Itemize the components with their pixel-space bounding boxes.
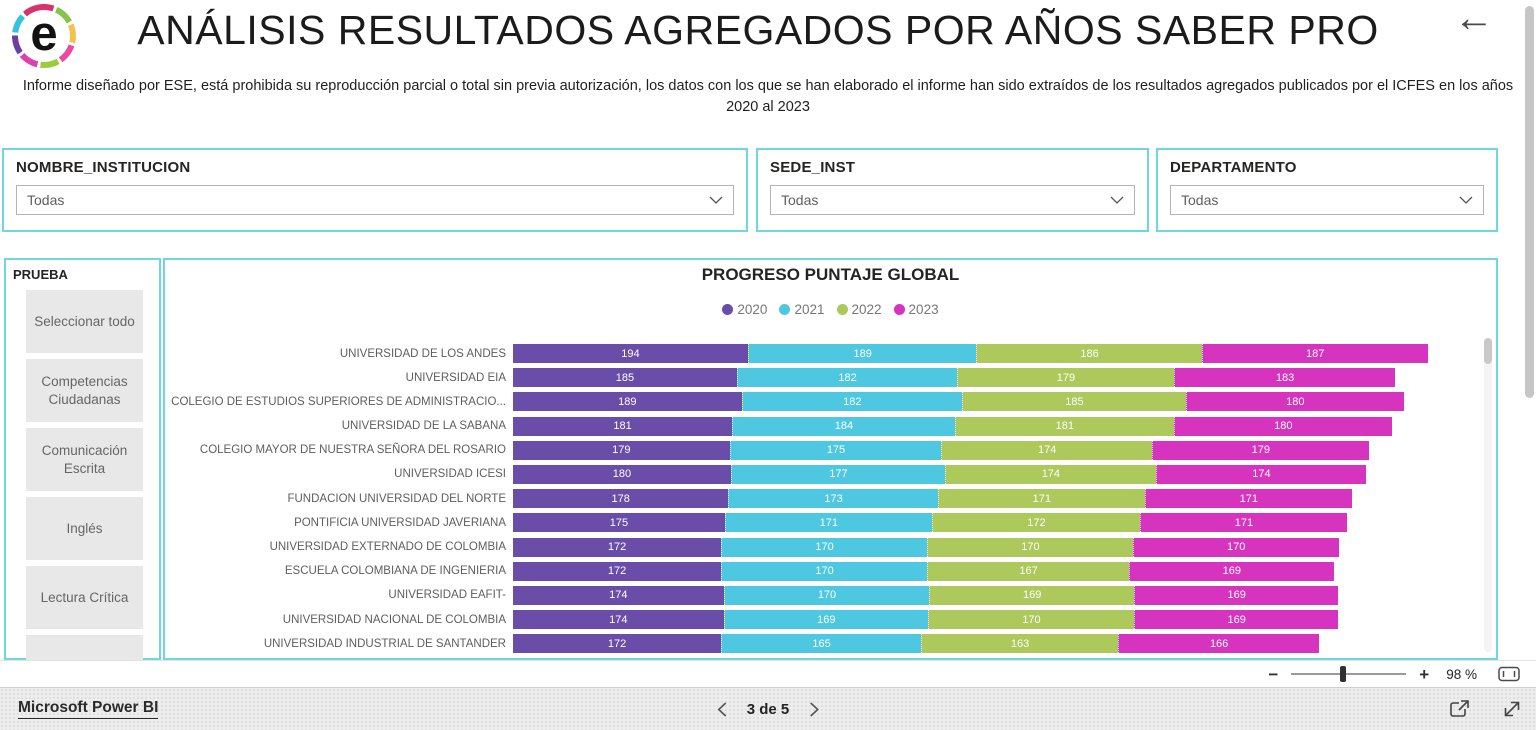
bar-segment-2023[interactable]: 169 (1134, 610, 1339, 629)
stacked-bar[interactable] (513, 610, 1338, 629)
bar-segment-2023[interactable]: 171 (1145, 489, 1352, 508)
fit-to-page-icon[interactable] (1498, 666, 1520, 682)
legend-label: 2022 (851, 302, 882, 317)
bar-segment-2022[interactable]: 169 (929, 586, 1134, 605)
bar-segment-2020[interactable]: 179 (513, 441, 730, 460)
stacked-bar[interactable] (513, 368, 1395, 387)
legend-dot-icon (722, 304, 733, 315)
chevron-down-icon (1110, 196, 1124, 204)
bar-segment-2020[interactable]: 172 (513, 562, 721, 581)
chart-row (165, 344, 1496, 363)
bar-segment-2021[interactable]: 182 (742, 392, 962, 411)
slicer-label: SEDE_INST (770, 159, 856, 176)
chart-row (165, 417, 1496, 436)
bar-segment-2022[interactable]: 185 (962, 392, 1186, 411)
stacked-bar[interactable] (513, 465, 1366, 484)
bar-segment-2022[interactable]: 174 (945, 465, 1156, 484)
chart-row (165, 538, 1496, 557)
category-label: UNIVERSIDAD DE LOS ANDES (339, 347, 506, 360)
zoom-slider-handle[interactable] (1340, 666, 1346, 682)
category-label: UNIVERSIDAD EAFIT- (388, 589, 506, 602)
powerbi-footer (0, 688, 1536, 730)
category-label: UNIVERSIDAD EIA (405, 371, 506, 384)
chart-row (165, 368, 1496, 387)
prueba-filter-button[interactable]: Seleccionar todo (26, 290, 143, 353)
bar-segment-2022[interactable]: 171 (938, 489, 1145, 508)
disclaimer-text: Informe diseñado por ESE, está prohibida su reproducción parcial o total sin previa autorización, los datos con los que se han elaborado el informe han sido extraídos de los resultados agregados publicados por el ICFES en los años 2020 al 2023 (22, 78, 1514, 115)
bar-segment-2022[interactable]: 186 (976, 344, 1201, 363)
bar-segment-2021[interactable]: 173 (728, 489, 937, 508)
bar-segment-2022[interactable]: 181 (955, 417, 1174, 436)
legend-dot-icon (894, 304, 905, 315)
slicer-label: NOMBRE_INSTITUCION (16, 159, 191, 176)
prueba-title: PRUEBA (13, 267, 68, 282)
zoom-slider[interactable] (1291, 673, 1406, 675)
legend-item-2022[interactable] (837, 302, 882, 317)
legend-label: 2020 (737, 302, 768, 317)
bar-segment-2022[interactable]: 172 (932, 513, 1140, 532)
chart-row (165, 392, 1496, 411)
prueba-filter-button[interactable]: Competencias Ciudadanas (26, 359, 143, 422)
bar-segment-2021[interactable]: 170 (721, 562, 927, 581)
legend-label: 2021 (794, 302, 825, 317)
bar-segment-2022[interactable]: 163 (921, 634, 1118, 653)
share-icon[interactable] (1449, 699, 1470, 719)
category-label: UNIVERSIDAD EXTERNADO DE COLOMBIA (269, 541, 506, 553)
chevron-down-icon (709, 196, 723, 204)
bar-segment-2020[interactable]: 181 (513, 417, 732, 436)
zoom-out-button[interactable]: − (1268, 664, 1279, 684)
fullscreen-expand-icon[interactable] (1502, 699, 1522, 719)
bar-segment-2022[interactable]: 170 (928, 610, 1134, 629)
stacked-bar[interactable] (513, 513, 1347, 532)
category-label: UNIVERSIDAD INDUSTRIAL DE SANTANDER (263, 637, 506, 650)
zoom-in-button[interactable]: + (1419, 664, 1430, 684)
zoom-control-bar (0, 660, 1536, 688)
chart-row (165, 634, 1496, 653)
bar-segment-2021[interactable]: 175 (730, 441, 942, 460)
legend-item-2023[interactable] (894, 302, 939, 317)
bar-segment-2023[interactable]: 180 (1174, 417, 1392, 436)
stacked-bar[interactable] (513, 344, 1428, 363)
dropdown-value: Todas (781, 192, 819, 208)
dropdown-value: Todas (1181, 192, 1219, 208)
category-label: PONTIFICIA UNIVERSIDAD JAVERIANA (294, 516, 506, 529)
page-title: ANÁLISIS RESULTADOS AGREGADOS POR AÑOS SABER PRO (137, 7, 1379, 53)
legend-item-2021[interactable] (779, 302, 824, 317)
logo-letter: e (18, 10, 70, 62)
bar-segment-2021[interactable]: 189 (748, 344, 977, 363)
chart-row (165, 610, 1496, 629)
chart-title: PROGRESO PUNTAJE GLOBAL (701, 265, 960, 284)
bar-segment-2020[interactable]: 174 (513, 586, 724, 605)
stacked-bar[interactable] (513, 538, 1339, 557)
stacked-bar[interactable] (513, 489, 1352, 508)
bar-segment-2022[interactable]: 179 (957, 368, 1174, 387)
bar-segment-2021[interactable]: 170 (721, 538, 927, 557)
chart-row (165, 441, 1496, 460)
legend-dot-icon (837, 304, 848, 315)
zoom-level-label: 98 % (1446, 666, 1477, 682)
page-indicator: 3 de 5 (746, 700, 790, 718)
category-label: FUNDACION UNIVERSIDAD DEL NORTE (287, 492, 506, 505)
nombre-institucion-dropdown[interactable] (16, 185, 734, 215)
bar-segment-2020[interactable]: 189 (513, 392, 742, 411)
chevron-right-icon (809, 702, 818, 717)
bar-segment-2023[interactable]: 170 (1133, 538, 1339, 557)
bar-segment-2023[interactable]: 187 (1202, 344, 1428, 363)
prueba-filter-button[interactable]: Lectura Crítica (26, 566, 143, 629)
stacked-bar[interactable] (513, 392, 1404, 411)
bar-segment-2023[interactable]: 169 (1129, 562, 1334, 581)
bar-segment-2022[interactable]: 170 (927, 538, 1133, 557)
bar-segment-2020[interactable]: 180 (513, 465, 731, 484)
chevron-down-icon (1459, 196, 1473, 204)
bar-segment-2021[interactable]: 169 (724, 610, 929, 629)
departamento-dropdown[interactable] (1170, 185, 1484, 215)
chart-row (165, 489, 1496, 508)
slicer-nombre-institucion (2, 148, 748, 232)
chart-legend (165, 302, 1496, 317)
bar-segment-2021[interactable]: 182 (737, 368, 957, 387)
legend-dot-icon (779, 304, 790, 315)
prueba-filter-button[interactable]: Inglés (26, 497, 143, 560)
previous-page-button[interactable] (718, 702, 727, 717)
next-page-button[interactable] (809, 702, 818, 717)
bar-segment-2023[interactable]: 169 (1134, 586, 1339, 605)
bar-segment-2020[interactable]: 172 (513, 634, 721, 653)
bar-segment-2020[interactable]: 194 (513, 344, 748, 363)
bar-segment-2021[interactable]: 170 (724, 586, 930, 605)
category-label: UNIVERSIDAD ICESI (394, 468, 506, 481)
ese-logo (12, 4, 76, 68)
prueba-filter-button[interactable]: Comunicación Escrita (26, 428, 143, 491)
category-label: COLEGIO DE ESTUDIOS SUPERIORES DE ADMINISTRACIO... (171, 395, 506, 408)
bar-segment-2023[interactable]: 171 (1140, 513, 1347, 532)
chart-row (165, 513, 1496, 532)
legend-item-2020[interactable] (722, 302, 767, 317)
chart-row (165, 586, 1496, 605)
chart-row (165, 562, 1496, 581)
footer-action-icons (1449, 699, 1522, 719)
bar-segment-2020[interactable]: 174 (513, 610, 724, 629)
stacked-bar[interactable] (513, 562, 1334, 581)
stacked-bar[interactable] (513, 586, 1338, 605)
bar-segment-2021[interactable]: 171 (725, 513, 932, 532)
stacked-bar[interactable] (513, 417, 1392, 436)
bar-segment-2022[interactable]: 167 (927, 562, 1129, 581)
bar-segment-2020[interactable]: 172 (513, 538, 721, 557)
progreso-puntaje-global-chart (163, 258, 1498, 660)
bar-segment-2022[interactable]: 174 (941, 441, 1152, 460)
slicer-departamento (1156, 148, 1498, 232)
chart-plot (165, 344, 1496, 658)
dropdown-value: Todas (27, 192, 65, 208)
stacked-bar[interactable] (513, 441, 1369, 460)
chevron-left-icon (718, 702, 727, 717)
page-scrollbar[interactable] (1525, 6, 1534, 398)
bar-segment-2020[interactable]: 178 (513, 489, 728, 508)
category-label: COLEGIO MAYOR DE NUESTRA SEÑORA DEL ROSARIO (199, 444, 506, 457)
bar-segment-2023[interactable]: 179 (1152, 441, 1369, 460)
sede-inst-dropdown[interactable] (770, 185, 1135, 215)
page-navigation (718, 701, 819, 718)
chart-scrollbar[interactable] (1484, 338, 1492, 652)
slicer-label: DEPARTAMENTO (1170, 159, 1297, 176)
category-label: UNIVERSIDAD NACIONAL DE COLOMBIA (282, 613, 506, 626)
bar-segment-2023[interactable]: 166 (1118, 634, 1319, 653)
bar-segment-2020[interactable]: 185 (513, 368, 737, 387)
slicer-sede-inst (756, 148, 1149, 232)
bar-segment-2021[interactable]: 184 (732, 417, 955, 436)
category-label: ESCUELA COLOMBIANA DE INGENIERIA (284, 565, 506, 578)
bar-segment-2020[interactable]: 175 (513, 513, 725, 532)
bar-segment-2021[interactable]: 177 (731, 465, 945, 484)
category-label: UNIVERSIDAD DE LA SABANA (341, 420, 506, 433)
chart-row (165, 465, 1496, 484)
bar-segment-2023[interactable]: 180 (1186, 392, 1404, 411)
bar-segment-2023[interactable]: 174 (1156, 465, 1367, 484)
prueba-button-list (26, 290, 143, 698)
bar-segment-2023[interactable]: 183 (1174, 368, 1396, 387)
prueba-slicer-panel (4, 258, 161, 660)
chart-scrollbar-thumb[interactable] (1484, 338, 1492, 364)
stacked-bar[interactable] (513, 634, 1319, 653)
legend-label: 2023 (908, 302, 939, 317)
back-arrow-icon[interactable]: ← (1454, 0, 1494, 40)
bar-segment-2021[interactable]: 165 (721, 634, 921, 653)
microsoft-powerbi-link[interactable]: Microsoft Power BI (18, 699, 158, 719)
